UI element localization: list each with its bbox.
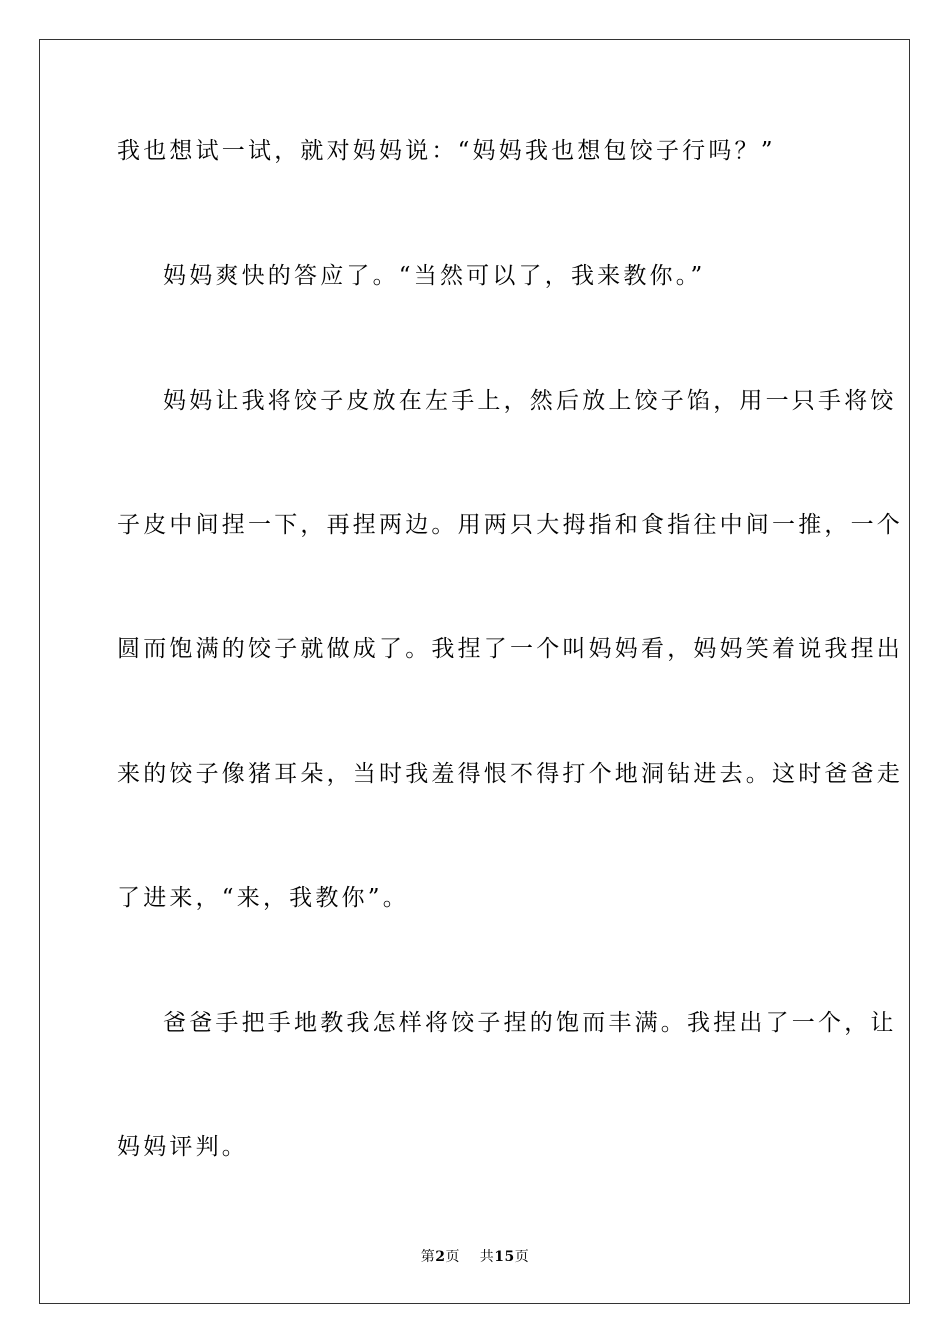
- paragraph-line: 我也想试一试，就对妈妈说：“妈妈我也想包饺子行吗？”: [117, 138, 776, 164]
- paragraph-line: 妈妈让我将饺子皮放在左手上，然后放上饺子馅，用一只手将饺: [163, 388, 897, 414]
- footer-total-suffix: 页: [514, 1249, 530, 1265]
- page-border: [39, 39, 910, 1304]
- footer-page-suffix: 页: [445, 1249, 460, 1265]
- paragraph-line: 妈妈爽快的答应了。“当然可以了，我来教你。”: [163, 263, 706, 289]
- footer-page-number: 2: [435, 1249, 446, 1265]
- paragraph-line: 子皮中间捏一下，再捏两边。用两只大拇指和食指往中间一推，一个: [117, 512, 903, 538]
- footer-page-prefix: 第: [420, 1249, 436, 1265]
- page-footer: [0, 1248, 950, 1266]
- paragraph-line: 了进来，“来，我教你”。: [117, 885, 409, 911]
- paragraph-line: 爸爸手把手地教我怎样将饺子捏的饱而丰满。我捏出了一个，让: [163, 1010, 897, 1036]
- footer-total-pages: 15: [494, 1249, 515, 1265]
- footer-total-prefix: 共: [479, 1249, 495, 1265]
- paragraph-line: 妈妈评判。: [117, 1134, 248, 1160]
- paragraph-line: 来的饺子像猪耳朵，当时我羞得恨不得打个地洞钻进去。这时爸爸走: [117, 761, 903, 787]
- paragraph-line: 圆而饱满的饺子就做成了。我捏了一个叫妈妈看，妈妈笑着说我捏出: [117, 636, 903, 662]
